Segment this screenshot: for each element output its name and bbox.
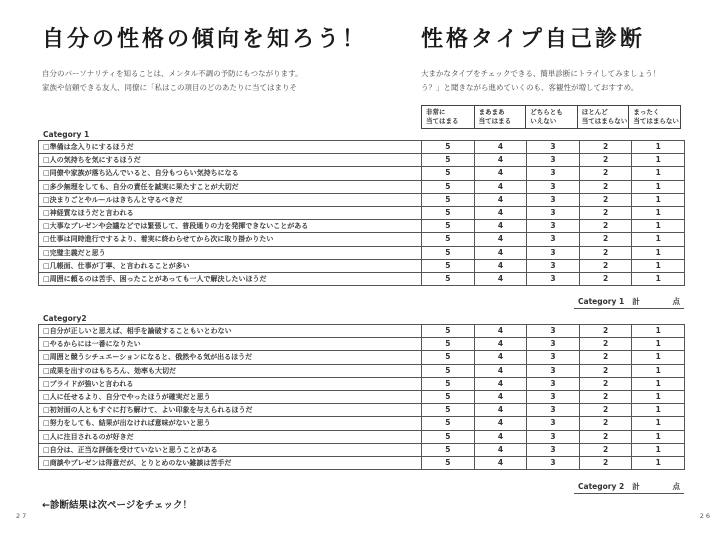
score-option[interactable]: 2 bbox=[579, 272, 632, 285]
score-option[interactable]: 1 bbox=[632, 430, 685, 443]
score-option[interactable]: 4 bbox=[474, 456, 527, 469]
question-row bbox=[39, 417, 685, 430]
page-number-right: 26 bbox=[699, 512, 712, 520]
left-page-title: 自分の性格の傾向を知ろう！ bbox=[42, 27, 368, 52]
score-option[interactable]: 3 bbox=[527, 154, 580, 167]
score-option[interactable]: 3 bbox=[527, 233, 580, 246]
score-option[interactable]: 4 bbox=[474, 430, 527, 443]
score-option[interactable]: 1 bbox=[632, 417, 685, 430]
score-option[interactable]: 3 bbox=[527, 259, 580, 272]
scale-header-text: 当てはまらない bbox=[633, 117, 679, 125]
score-option[interactable]: 3 bbox=[527, 364, 580, 377]
question-row bbox=[39, 233, 685, 246]
score-option[interactable]: 5 bbox=[422, 338, 475, 351]
total-label: Category 1 bbox=[578, 297, 625, 306]
question-text[interactable]: □プライドが強いと言われる bbox=[39, 377, 422, 390]
score-option[interactable]: 4 bbox=[474, 443, 527, 456]
category-2-table bbox=[38, 324, 685, 470]
question-row bbox=[39, 272, 685, 285]
score-option[interactable]: 2 bbox=[579, 141, 632, 154]
intro-line: 家族や信頼できる友人、同僚に「私はこの項目のどのあたりに当てはまりそ bbox=[42, 83, 297, 92]
score-option[interactable]: 5 bbox=[422, 233, 475, 246]
score-option[interactable]: 2 bbox=[579, 259, 632, 272]
score-option[interactable]: 5 bbox=[422, 456, 475, 469]
score-option[interactable]: 3 bbox=[527, 443, 580, 456]
question-text[interactable]: □やるからには一番になりたい bbox=[39, 338, 422, 351]
score-option[interactable]: 2 bbox=[579, 193, 632, 206]
score-option[interactable]: 1 bbox=[632, 325, 685, 338]
question-text[interactable]: □多少無理をしても、自分の責任を誠実に果たすことが大切だ bbox=[39, 180, 422, 193]
question-text[interactable]: □神経質なほうだと言われる bbox=[39, 206, 422, 219]
score-option[interactable]: 3 bbox=[527, 417, 580, 430]
question-row bbox=[39, 206, 685, 219]
score-option[interactable]: 4 bbox=[474, 390, 527, 403]
score-option[interactable]: 4 bbox=[474, 180, 527, 193]
score-option[interactable]: 5 bbox=[422, 364, 475, 377]
question-text[interactable]: □自分が正しいと思えば、相手を論破することもいとわない bbox=[39, 325, 422, 338]
score-option[interactable]: 3 bbox=[527, 272, 580, 285]
score-option[interactable]: 1 bbox=[632, 390, 685, 403]
page-number-left: 27 bbox=[16, 512, 29, 520]
score-option[interactable]: 4 bbox=[474, 259, 527, 272]
score-option[interactable]: 1 bbox=[632, 351, 685, 364]
question-row bbox=[39, 351, 685, 364]
score-option[interactable]: 1 bbox=[632, 193, 685, 206]
question-row bbox=[39, 220, 685, 233]
score-option[interactable]: 1 bbox=[632, 456, 685, 469]
score-option[interactable]: 2 bbox=[579, 377, 632, 390]
question-text[interactable]: □決まりごとやルールはきちんと守るべきだ bbox=[39, 193, 422, 206]
question-row bbox=[39, 404, 685, 417]
left-intro bbox=[42, 67, 303, 95]
scale-header-text: まったく bbox=[633, 108, 660, 116]
question-row bbox=[39, 364, 685, 377]
score-option[interactable]: 4 bbox=[474, 154, 527, 167]
score-option[interactable]: 5 bbox=[422, 167, 475, 180]
right-intro bbox=[421, 67, 660, 95]
scale-header-text: 当てはまる bbox=[426, 117, 459, 125]
score-option[interactable]: 1 bbox=[632, 154, 685, 167]
question-row bbox=[39, 390, 685, 403]
score-option[interactable]: 4 bbox=[474, 404, 527, 417]
score-option[interactable]: 4 bbox=[474, 167, 527, 180]
score-option[interactable]: 2 bbox=[579, 154, 632, 167]
total-word: 計 bbox=[632, 297, 640, 306]
score-option[interactable]: 3 bbox=[527, 325, 580, 338]
question-text[interactable]: □準備は念入りにするほうだ bbox=[39, 141, 422, 154]
score-option[interactable]: 1 bbox=[632, 364, 685, 377]
score-option[interactable]: 1 bbox=[632, 233, 685, 246]
score-option[interactable]: 5 bbox=[422, 246, 475, 259]
scale-header-cell bbox=[474, 106, 526, 128]
score-option[interactable]: 5 bbox=[422, 193, 475, 206]
question-row bbox=[39, 180, 685, 193]
question-text[interactable]: □周囲と競うシチュエーションになると、俄然やる気が出るほうだ bbox=[39, 351, 422, 364]
scale-header-text: ほとんど bbox=[581, 108, 608, 116]
score-option[interactable]: 4 bbox=[474, 141, 527, 154]
score-option[interactable]: 3 bbox=[527, 246, 580, 259]
score-option[interactable]: 4 bbox=[474, 206, 527, 219]
score-option[interactable]: 2 bbox=[579, 338, 632, 351]
score-option[interactable]: 3 bbox=[527, 167, 580, 180]
scale-header-text: いえない bbox=[530, 117, 557, 125]
score-option[interactable]: 3 bbox=[527, 430, 580, 443]
question-text[interactable]: □商談やプレゼンは得意だが、とりとめのない雑談は苦手だ bbox=[39, 456, 422, 469]
score-option[interactable]: 3 bbox=[527, 220, 580, 233]
score-option[interactable]: 4 bbox=[474, 417, 527, 430]
score-option[interactable]: 1 bbox=[632, 259, 685, 272]
question-row bbox=[39, 167, 685, 180]
next-page-note: ←診断結果は次ページをチェック！ bbox=[42, 500, 192, 511]
score-option[interactable]: 1 bbox=[632, 180, 685, 193]
score-option[interactable]: 2 bbox=[579, 443, 632, 456]
question-row bbox=[39, 325, 685, 338]
points-word: 点 bbox=[672, 482, 680, 491]
score-option[interactable]: 2 bbox=[579, 325, 632, 338]
intro-line: 大まかなタイプをチェックできる、簡単診断にトライしてみましょう！ bbox=[421, 69, 661, 78]
question-row bbox=[39, 141, 685, 154]
score-option[interactable]: 3 bbox=[527, 338, 580, 351]
scale-header-text: どちらとも bbox=[530, 108, 563, 116]
score-option[interactable]: 2 bbox=[579, 404, 632, 417]
score-option[interactable]: 2 bbox=[579, 430, 632, 443]
question-row bbox=[39, 338, 685, 351]
score-option[interactable]: 2 bbox=[579, 167, 632, 180]
score-option[interactable]: 3 bbox=[527, 206, 580, 219]
question-row bbox=[39, 443, 685, 456]
score-option[interactable]: 3 bbox=[527, 377, 580, 390]
score-option[interactable]: 5 bbox=[422, 272, 475, 285]
score-option[interactable]: 5 bbox=[422, 154, 475, 167]
question-row bbox=[39, 430, 685, 443]
score-option[interactable]: 1 bbox=[632, 141, 685, 154]
question-text[interactable]: □几帳面、仕事が丁寧、と言われることが多い bbox=[39, 259, 422, 272]
question-text[interactable]: □大事なプレゼンや会議などでは緊張して、普段通りの力を発揮できないことがある bbox=[39, 220, 422, 233]
category-1-total bbox=[574, 296, 684, 309]
score-option[interactable]: 4 bbox=[474, 338, 527, 351]
score-option[interactable]: 5 bbox=[422, 417, 475, 430]
scale-header-cell bbox=[525, 106, 577, 128]
question-row bbox=[39, 154, 685, 167]
scale-header-cell bbox=[422, 106, 474, 128]
score-option[interactable]: 2 bbox=[579, 390, 632, 403]
score-option[interactable]: 3 bbox=[527, 141, 580, 154]
right-page-title: 性格タイプ自己診断 bbox=[421, 27, 645, 52]
score-option[interactable]: 3 bbox=[527, 180, 580, 193]
category-label: Category 1 bbox=[43, 130, 90, 139]
points-word: 点 bbox=[672, 297, 680, 306]
score-option[interactable]: 5 bbox=[422, 220, 475, 233]
question-text[interactable]: □努力をしても、結果が出なければ意味がないと思う bbox=[39, 417, 422, 430]
score-option[interactable]: 4 bbox=[474, 325, 527, 338]
score-option[interactable]: 5 bbox=[422, 141, 475, 154]
question-row bbox=[39, 193, 685, 206]
scale-header-cell bbox=[628, 106, 680, 128]
score-option[interactable]: 4 bbox=[474, 220, 527, 233]
score-option[interactable]: 4 bbox=[474, 193, 527, 206]
score-option[interactable]: 2 bbox=[579, 220, 632, 233]
score-option[interactable]: 1 bbox=[632, 272, 685, 285]
question-text[interactable]: □初対面の人ともすぐに打ち解けて、よい印象を与えられるほうだ bbox=[39, 404, 422, 417]
question-text[interactable]: □周囲に頼るのは苦手、困ったことがあっても一人で解決したいほうだ bbox=[39, 272, 422, 285]
score-option[interactable]: 3 bbox=[527, 456, 580, 469]
score-option[interactable]: 1 bbox=[632, 404, 685, 417]
question-text[interactable]: □完璧主義だと思う bbox=[39, 246, 422, 259]
score-option[interactable]: 3 bbox=[527, 404, 580, 417]
category-2-total bbox=[574, 481, 684, 494]
question-row bbox=[39, 259, 685, 272]
question-text[interactable]: □人に注目されるのが好きだ bbox=[39, 430, 422, 443]
score-option[interactable]: 5 bbox=[422, 351, 475, 364]
question-text[interactable]: □自分は、正当な評価を受けていないと思うことがある bbox=[39, 443, 422, 456]
score-option[interactable]: 5 bbox=[422, 206, 475, 219]
score-option[interactable]: 2 bbox=[579, 417, 632, 430]
score-option[interactable]: 1 bbox=[632, 377, 685, 390]
score-option[interactable]: 4 bbox=[474, 364, 527, 377]
scale-header-text: 非常に bbox=[426, 108, 446, 116]
intro-line: う？」と聞きながら進めていくのも、客観性が増しておすすめ。 bbox=[421, 83, 639, 92]
score-option[interactable]: 1 bbox=[632, 206, 685, 219]
scale-header-text: 当てはまらない bbox=[581, 117, 628, 125]
score-option[interactable]: 4 bbox=[474, 246, 527, 259]
score-option[interactable]: 3 bbox=[527, 193, 580, 206]
score-option[interactable]: 5 bbox=[422, 430, 475, 443]
score-option[interactable]: 5 bbox=[422, 180, 475, 193]
score-option[interactable]: 2 bbox=[579, 233, 632, 246]
score-option[interactable]: 3 bbox=[527, 351, 580, 364]
question-text[interactable]: □同僚や家族が落ち込んでいると、自分もつらい気持ちになる bbox=[39, 167, 422, 180]
score-option[interactable]: 4 bbox=[474, 377, 527, 390]
question-row bbox=[39, 246, 685, 259]
score-option[interactable]: 2 bbox=[579, 206, 632, 219]
score-option[interactable]: 4 bbox=[474, 351, 527, 364]
score-option[interactable]: 1 bbox=[632, 246, 685, 259]
intro-line: 自分のパーソナリティを知ることは、メンタル不調の予防にもつながります。 bbox=[42, 69, 303, 78]
score-option[interactable]: 5 bbox=[422, 259, 475, 272]
question-text[interactable]: □人の気持ちを気にするほうだ bbox=[39, 154, 422, 167]
score-option[interactable]: 1 bbox=[632, 443, 685, 456]
category-1-table bbox=[38, 140, 685, 286]
question-text[interactable]: □仕事は同時進行でするより、着実に終わらせてから次に取り掛かりたい bbox=[39, 233, 422, 246]
score-option[interactable]: 3 bbox=[527, 390, 580, 403]
question-text[interactable]: □成果を出すのはもちろん、効率も大切だ bbox=[39, 364, 422, 377]
score-option[interactable]: 1 bbox=[632, 220, 685, 233]
score-option[interactable]: 1 bbox=[632, 167, 685, 180]
score-option[interactable]: 4 bbox=[474, 272, 527, 285]
score-option[interactable]: 2 bbox=[579, 246, 632, 259]
score-option[interactable]: 4 bbox=[474, 233, 527, 246]
score-option[interactable]: 5 bbox=[422, 377, 475, 390]
score-option[interactable]: 5 bbox=[422, 390, 475, 403]
total-word: 計 bbox=[632, 482, 640, 491]
scale-header-cell bbox=[577, 106, 629, 128]
question-row bbox=[39, 377, 685, 390]
question-row bbox=[39, 456, 685, 469]
scale-header bbox=[421, 105, 681, 129]
score-option[interactable]: 1 bbox=[632, 338, 685, 351]
score-option[interactable]: 2 bbox=[579, 456, 632, 469]
score-option[interactable]: 5 bbox=[422, 404, 475, 417]
scale-header-text: 当てはまる bbox=[478, 117, 512, 125]
total-label: Category 2 bbox=[578, 482, 625, 491]
score-option[interactable]: 5 bbox=[422, 443, 475, 456]
question-text[interactable]: □人に任せるより、自分でやったほうが確実だと思う bbox=[39, 390, 422, 403]
category-label: Category2 bbox=[43, 314, 87, 323]
score-option[interactable]: 2 bbox=[579, 180, 632, 193]
scale-header-text: まあまあ bbox=[478, 108, 505, 116]
score-option[interactable]: 5 bbox=[422, 325, 475, 338]
score-option[interactable]: 2 bbox=[579, 364, 632, 377]
score-option[interactable]: 2 bbox=[579, 351, 632, 364]
